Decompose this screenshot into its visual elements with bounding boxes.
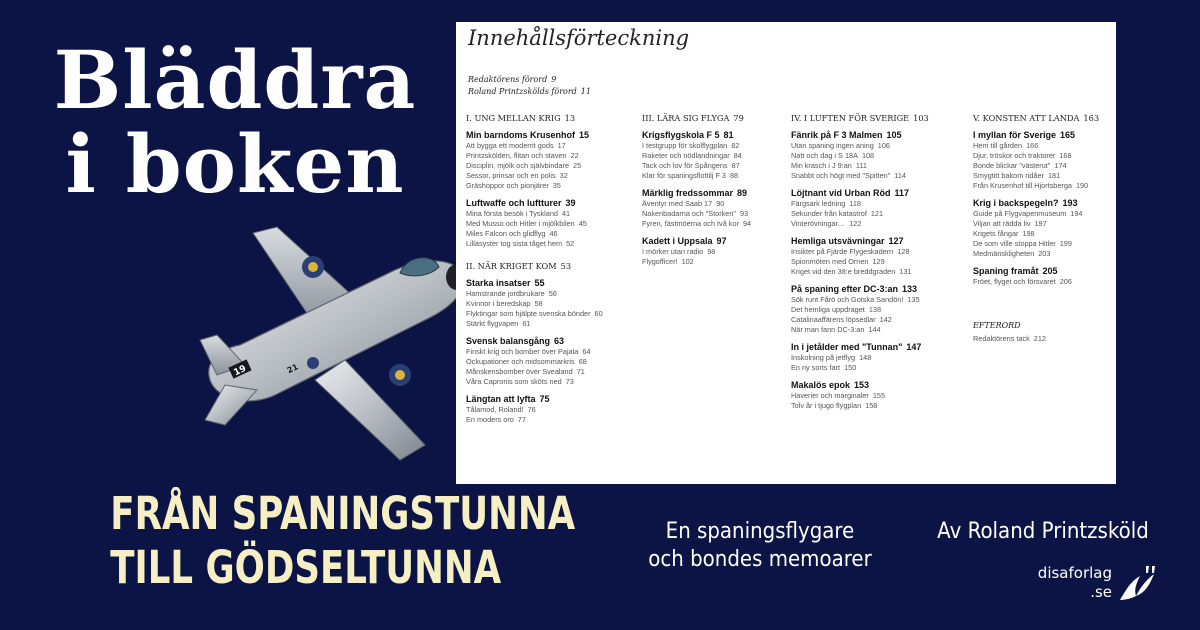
toc-subsection-page: 41	[561, 209, 571, 218]
publisher-logo[interactable]	[1022, 562, 1172, 612]
toc-part-title: III. LÄRA SIG FLYGA	[642, 113, 730, 123]
toc-chapter-title: Svensk balansgång	[466, 336, 551, 346]
toc-chapter-title: Märklig fredssommar	[642, 188, 734, 198]
toc-subsection	[466, 347, 638, 357]
toc-subsection-page: 76	[527, 405, 536, 414]
toc-subsection	[466, 299, 638, 309]
toc-subsection	[791, 151, 969, 161]
toc-chapter-page: 81	[723, 130, 734, 140]
toc-chapter-title: Fänrik på F 3 Malmen	[791, 130, 883, 140]
toc-chapter-page: 133	[902, 284, 918, 294]
toc-subsection-title: Det hemliga uppdraget	[791, 305, 865, 314]
toc-subsection-title: Natt och dag i S 18A	[791, 151, 858, 160]
toc-subsection-page: 122	[849, 219, 862, 228]
svg-text:21: 21	[285, 362, 300, 376]
toc-subsection	[642, 209, 790, 219]
toc-subsection-title: Våra Capronis som sköts ned	[466, 377, 562, 386]
toc-chapter	[642, 236, 790, 246]
toc-subsection-title: De som ville stoppa Hitler	[973, 239, 1056, 248]
toc-chapter-title: I myllan för Sverige	[973, 130, 1057, 140]
toc-subsection-page: 148	[859, 353, 872, 362]
toc-chapter-page: 15	[579, 130, 590, 140]
toc-subsection-page: 77	[517, 415, 526, 424]
toc-subsection-page: 158	[865, 401, 878, 410]
toc-chapter	[642, 188, 790, 198]
toc-part-title: I. UNG MELLAN KRIG	[466, 113, 561, 123]
toc-subsection-title: Smygtitt bakom ridåer	[973, 171, 1044, 180]
toc-chapter-page: 117	[894, 188, 910, 198]
toc-subsection	[466, 141, 638, 151]
toc-subsection-title: Inskolning på jetflyg	[791, 353, 856, 362]
toc-preface-item: Roland Printzskölds förord 11	[468, 87, 591, 96]
toc-subsection	[791, 247, 969, 257]
toc-subsection-title: Fyren, fästmöerna och två kor	[642, 219, 739, 228]
toc-subsection	[466, 219, 638, 229]
toc-chapter-title: Hemliga utsvävningar	[791, 236, 885, 246]
toc-column	[973, 112, 1116, 344]
toc-subsection-title: Fröet, flyget och försvaret	[973, 277, 1056, 286]
toc-subsection-page: 17	[557, 141, 566, 150]
toc-subsection-page: 25	[573, 161, 582, 170]
toc-subsection	[466, 151, 638, 161]
toc-subsection	[791, 199, 969, 209]
toc-subsection-title: Bonde blickar "västerut"	[973, 161, 1051, 170]
svg-text:19: 19	[232, 363, 248, 379]
toc-subsection-page: 129	[872, 257, 885, 266]
toc-page	[456, 22, 1116, 484]
toc-subsection-title: Vinterövningar…	[791, 219, 846, 228]
toc-subsection	[791, 141, 969, 151]
toc-subsection	[973, 277, 1116, 287]
toc-subsection-title: I testgrupp för skolflygplan	[642, 141, 728, 150]
toc-chapter-page: 63	[554, 336, 565, 346]
toc-subsection-title: Tack och lov för Spångens	[642, 161, 728, 170]
jet-plane-icon	[195, 215, 475, 470]
toc-subsection-title: Sessor, prinsar och en polis	[466, 171, 556, 180]
book-title-line-2: TILL GÖDSELTUNNA	[110, 541, 502, 594]
toc-chapter-page: 89	[737, 188, 748, 198]
toc-subsection	[791, 257, 969, 267]
toc-subsection	[791, 209, 969, 219]
toc-chapter-title: Spaning framåt	[973, 266, 1039, 276]
toc-subsection	[642, 161, 790, 171]
toc-chapter-page: 105	[886, 130, 902, 140]
toc-subsection-page: 150	[844, 363, 857, 372]
toc-subsection-page: 32	[559, 171, 568, 180]
toc-subsection-title: En moders oro	[466, 415, 514, 424]
toc-subsection-title: Raketer och nödlandningar	[642, 151, 730, 160]
toc-subsection	[466, 209, 638, 219]
toc-subsection	[642, 199, 790, 209]
toc-chapter	[642, 130, 790, 140]
toc-subsection	[791, 305, 969, 315]
toc-chapter	[791, 284, 969, 294]
toc-subsection	[973, 181, 1116, 191]
toc-subsection	[973, 219, 1116, 229]
toc-subsection	[466, 289, 638, 299]
toc-subsection-page: 203	[1038, 249, 1051, 258]
toc-subsection-title: Färgsark ledning	[791, 199, 846, 208]
toc-subsection-page: 84	[733, 151, 742, 160]
toc-subsection-page: 46	[549, 229, 558, 238]
publisher-name-text: disaforlag	[1037, 564, 1112, 582]
toc-subsection-title: Ockupationer och midsommarkris	[466, 357, 575, 366]
toc-subsection-title: Miles Falcon och glidflyg	[466, 229, 546, 238]
toc-subsection-title: Lillasyster tog sista tåget hem	[466, 239, 563, 248]
toc-subsection-title: Hem till gården	[973, 141, 1023, 150]
headline-line-2: i boken	[65, 117, 405, 211]
toc-subsection-title: Hamstrande jordbrukare	[466, 289, 545, 298]
toc-subsection	[642, 171, 790, 181]
toc-subsection-title: Tålamod, Roland!	[466, 405, 524, 414]
toc-subsection	[973, 151, 1116, 161]
toc-subsection-title: Med Musso och Hitler i mjölkbilen	[466, 219, 575, 228]
headline-line-1: Bläddra	[53, 33, 417, 127]
toc-chapter-title: Starka insatser	[466, 278, 531, 288]
toc-subsection	[791, 363, 969, 373]
toc-subsection-page: 88	[729, 171, 739, 180]
toc-part-title: IV. I LUFTEN FÖR SVERIGE	[791, 113, 910, 123]
toc-chapter-page: 193	[1062, 198, 1078, 208]
toc-subsection-page: 106	[877, 141, 890, 150]
toc-subsection-page: 155	[872, 391, 886, 400]
toc-subsection-title: Flyktingar som hjälpte svenska bönder	[466, 309, 591, 318]
toc-subsection	[642, 257, 790, 267]
toc-subsection-page: 52	[566, 239, 575, 248]
toc-subsection-title: Finskt krig och bomber över Pajala	[466, 347, 579, 356]
book-subtitle-line-1: En spaningsflygare	[665, 519, 855, 544]
toc-subsection	[791, 219, 969, 229]
toc-subsection	[466, 309, 638, 319]
toc-chapter-page: 165	[1060, 130, 1076, 140]
toc-chapter-title: På spaning efter DC-3:an	[791, 284, 899, 294]
toc-subsection-page: 212	[1033, 334, 1046, 343]
toc-subsection-page: 111	[855, 161, 867, 170]
toc-chapter-page: 39	[565, 198, 576, 208]
toc-subsection-page: 166	[1026, 141, 1039, 150]
toc-subsection-page: 144	[868, 325, 881, 334]
toc-subsection-page: 35	[552, 181, 561, 190]
toc-subsection	[791, 391, 969, 401]
toc-subsection-title: Catalinaaffärens löpsedlar	[791, 315, 876, 324]
toc-subsection	[642, 141, 790, 151]
toc-subsection-page: 131	[899, 267, 912, 276]
toc-subsection	[791, 171, 969, 181]
toc-part-page: 103	[913, 113, 929, 123]
toc-chapter-title: Löjtnant vid Urban Röd	[791, 188, 891, 198]
toc-part	[973, 113, 1116, 123]
toc-subsection	[791, 161, 969, 171]
bird-icon	[1116, 562, 1160, 606]
toc-subsection-title: Månskensbomber över Svealand	[466, 367, 573, 376]
toc-subsection-page: 190	[1075, 181, 1089, 190]
toc-subsection-page: 114	[894, 171, 906, 180]
toc-subsection	[466, 319, 638, 329]
toc-subsection-title: Nakenbadarna och "Storken"	[642, 209, 737, 218]
toc-chapter-title: In i jetålder med "Tunnan"	[791, 342, 903, 352]
toc-subsection-page: 197	[1034, 219, 1047, 228]
toc-subsection-title: Printzskölden, flitan och staven	[466, 151, 567, 160]
toc-subsection-title: En ny sorts fart	[791, 363, 841, 372]
toc-subsection	[466, 229, 638, 239]
toc-subsection-title: Sekunder från katastrof	[791, 209, 867, 218]
toc-epilogue: EFTERORD	[973, 321, 1021, 330]
toc-subsection	[791, 315, 969, 325]
toc-subsection-title: Utan spaning ingen aning	[791, 141, 874, 150]
toc-subsection-title: Sök runt Fårö och Gotska Sandön!	[791, 295, 904, 304]
toc-chapter	[973, 266, 1116, 276]
toc-chapter	[791, 188, 969, 198]
toc-part-page: 163	[1083, 113, 1100, 123]
toc-subsection-page: 61	[522, 319, 531, 328]
toc-subsection-title: Insikter på Fjärde Flygeskadern	[791, 247, 894, 256]
toc-subsection-page: 174	[1054, 161, 1067, 170]
toc-subsection-page: 45	[578, 219, 587, 228]
toc-subsection-title: Flygofficer!	[642, 257, 678, 266]
toc-subsection-page: 118	[849, 199, 861, 208]
toc-chapter	[466, 198, 638, 208]
toc-subsection	[466, 367, 638, 377]
toc-subsection	[973, 249, 1116, 259]
toc-preface-item: Redaktörens förord 9	[468, 75, 557, 84]
toc-subsection-title: Viljan att rädda liv	[973, 219, 1031, 228]
toc-chapter-title: Makalös epok	[791, 380, 851, 390]
toc-part	[791, 113, 969, 123]
toc-subsection	[466, 161, 638, 171]
toc-subsection-page: 64	[582, 347, 591, 356]
toc-chapter-title: Min barndoms Krusenhof	[466, 130, 576, 140]
toc-subsection	[642, 247, 790, 257]
toc-subsection-title: Stärkt flygvapen	[466, 319, 519, 328]
book-title-line-1: FRÅN SPANINGSTUNNA	[110, 487, 576, 540]
book-subtitle-line-2: och bondes memoarer	[648, 547, 872, 572]
toc-subsection	[642, 219, 790, 229]
toc-subsection-title: Från Krusenhof till Hjortsberga	[973, 181, 1072, 190]
toc-chapter	[466, 336, 638, 346]
toc-subsection-title: Kriget vid den 38:e breddgraden	[791, 267, 896, 276]
toc-subsection-page: 121	[870, 209, 884, 218]
toc-subsection-page: 22	[570, 151, 579, 160]
toc-title: Innehållsförteckning	[468, 26, 690, 50]
toc-subsection	[973, 171, 1116, 181]
toc-chapter-title: Längtan att lyfta	[466, 394, 536, 404]
toc-part-title: V. KONSTEN ATT LANDA	[973, 113, 1080, 123]
toc-subsection	[466, 357, 638, 367]
toc-subsection-page: 58	[534, 299, 543, 308]
toc-column	[466, 112, 638, 425]
toc-chapter-title: Kadett i Uppsala	[642, 236, 713, 246]
toc-subsection	[642, 151, 790, 161]
toc-chapter-page: 147	[906, 342, 922, 352]
toc-subsection-title: Min krasch i J 9:an	[791, 161, 852, 170]
toc-subsection-page: 56	[548, 289, 557, 298]
toc-subsection-title: När man fann DC-3:an	[791, 325, 865, 334]
book-subtitle	[625, 518, 895, 574]
toc-chapter	[791, 130, 969, 140]
publisher-tld-text: .se	[1090, 583, 1112, 601]
toc-part	[466, 113, 638, 123]
toc-subsection-page: 206	[1059, 277, 1072, 286]
toc-subsection-title: Äventyr med Saab 17	[642, 199, 713, 208]
toc-subsection-page: 102	[681, 257, 694, 266]
toc-subsection-title: Krigets fångar	[973, 229, 1019, 238]
toc-chapter	[791, 236, 969, 246]
toc-subsection	[973, 334, 1116, 344]
toc-subsection-page: 108	[861, 151, 875, 160]
toc-column	[791, 112, 969, 411]
toc-subsection-page: 194	[1070, 209, 1083, 218]
toc-part-page: 13	[564, 113, 576, 123]
toc-chapter	[791, 342, 969, 352]
publisher-name	[1038, 564, 1112, 602]
toc-part	[642, 113, 790, 123]
toc-subsection-page: 71	[576, 367, 585, 376]
toc-subsection-page: 93	[740, 209, 749, 218]
toc-chapter-page: 153	[854, 380, 870, 390]
toc-chapter-page: 55	[534, 278, 545, 288]
toc-subsection-title: Klar för spaningsflottilj F 3	[642, 171, 726, 180]
toc-subsection	[466, 171, 638, 181]
toc-subsection-title: Spionmöten med Ornen	[791, 257, 869, 266]
toc-subsection-page: 73	[565, 377, 574, 386]
toc-chapter	[791, 380, 969, 390]
toc-chapter	[973, 198, 1116, 208]
toc-subsection	[466, 377, 638, 387]
toc-subsection-page: 128	[897, 247, 910, 256]
toc-chapter-page: 205	[1042, 266, 1058, 276]
toc-chapter-title: Luftwaffe och luftturer	[466, 198, 562, 208]
toc-subsection-page: 181	[1047, 171, 1061, 180]
toc-preface	[468, 74, 591, 98]
toc-chapter-title: Krig i backspegeln?	[973, 198, 1059, 208]
toc-part-page: 53	[560, 261, 572, 271]
toc-subsection-page: 82	[731, 141, 740, 150]
toc-subsection-page: 94	[742, 219, 752, 228]
toc-subsection-title: Djur, tröskor och traktorer	[973, 151, 1056, 160]
toc-subsection	[973, 161, 1116, 171]
toc-chapter	[466, 278, 638, 288]
toc-subsection-page: 60	[594, 309, 603, 318]
toc-subsection-title: Guide på Flygvapenmuseum	[973, 209, 1067, 218]
toc-subsection-page: 168	[1059, 151, 1072, 160]
toc-subsection-title: Gräshoppor och pionjärer	[466, 181, 549, 190]
toc-part-title: II. NÄR KRIGET KOM	[466, 261, 557, 271]
toc-subsection-page: 198	[1022, 229, 1035, 238]
toc-subsection-title: Att bygga ett modernt gods	[466, 141, 554, 150]
toc-chapter	[466, 130, 638, 140]
toc-chapter	[466, 394, 638, 404]
toc-subsection	[973, 229, 1116, 239]
toc-chapter-page: 75	[539, 394, 550, 404]
toc-subsection-page: 68	[578, 357, 587, 366]
toc-subsection-title: Tolv år i tjugo flygplan	[791, 401, 862, 410]
toc-subsection-page: 138	[868, 305, 882, 314]
toc-subsection	[973, 209, 1116, 219]
book-author: Av Roland Printzsköld	[937, 519, 1149, 544]
toc-subsection	[973, 141, 1116, 151]
toc-subsection-title: Redaktörens tack	[973, 334, 1030, 343]
toc-subsection	[466, 415, 638, 425]
toc-subsection-page: 199	[1059, 239, 1072, 248]
toc-subsection-title: I mörker utan radio	[642, 247, 704, 256]
book-title	[110, 487, 576, 595]
toc-subsection-title: Mina första besök i Tyskland	[466, 209, 558, 218]
toc-subsection-page: 98	[707, 247, 716, 256]
toc-subsection-page: 142	[879, 315, 892, 324]
toc-subsection	[791, 325, 969, 335]
toc-subsection-page: 135	[907, 295, 920, 304]
toc-subsection	[791, 401, 969, 411]
toc-column	[642, 112, 790, 267]
toc-subsection	[791, 295, 969, 305]
headline	[0, 33, 470, 211]
toc-subsection-page: 90	[716, 199, 725, 208]
toc-part-page: 79	[733, 113, 744, 123]
toc-chapter-page: 97	[716, 236, 727, 246]
toc-subsection-title: Snabbt och högt med "Spitten"	[791, 171, 891, 180]
toc-chapter-title: Krigsflygskola F 5	[642, 130, 720, 140]
toc-subsection	[791, 267, 969, 277]
toc-subsection-title: Haverier och marginaler	[791, 391, 869, 400]
toc-subsection	[466, 405, 638, 415]
toc-subsection-page: 87	[731, 161, 740, 170]
toc-chapter	[973, 130, 1116, 140]
toc-subsection-title: Kvinnor i beredskap	[466, 299, 531, 308]
toc-subsection	[973, 239, 1116, 249]
toc-subsection	[791, 353, 969, 363]
toc-subsection	[466, 181, 638, 191]
toc-part	[466, 261, 638, 271]
toc-subsection-title: Disciplin, mjölk och självbindare	[466, 161, 570, 170]
toc-chapter-page: 127	[888, 236, 904, 246]
toc-subsection-title: Medmänskligheten	[973, 249, 1035, 258]
toc-subsection	[466, 239, 638, 249]
